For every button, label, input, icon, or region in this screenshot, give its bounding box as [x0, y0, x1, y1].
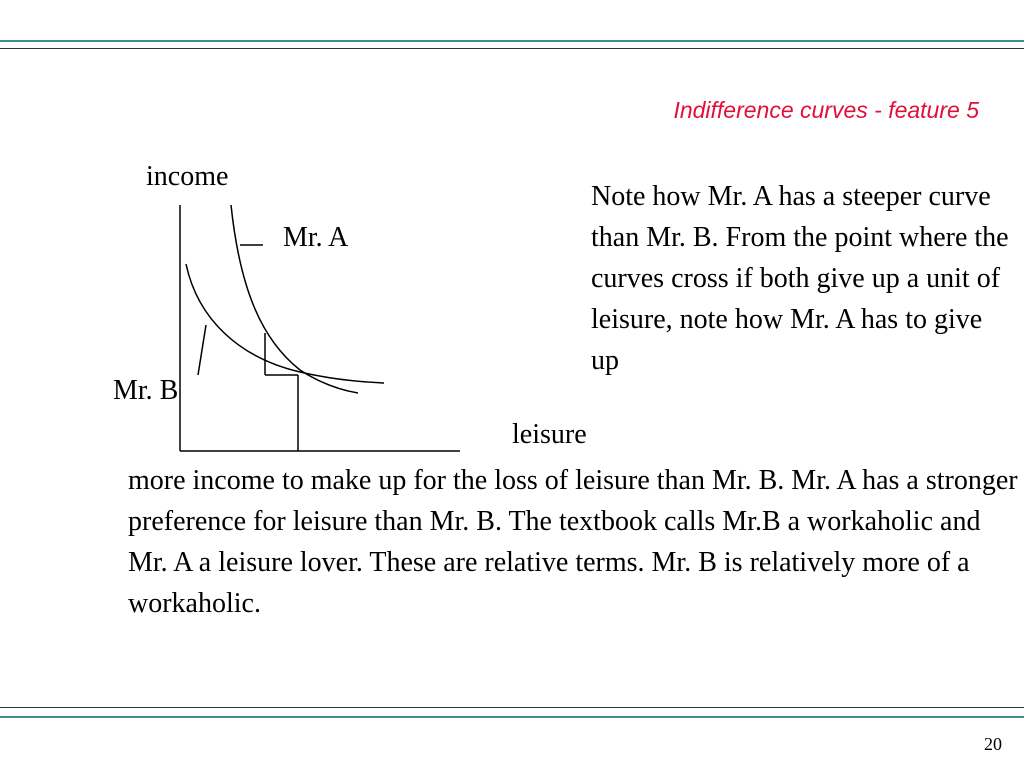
page-number: 20 — [984, 734, 1002, 754]
curve-b-label: Mr. B — [113, 375, 179, 406]
footer-rule-top — [0, 707, 1024, 708]
mr-b-label-pointer — [198, 325, 206, 375]
y-axis-label: income — [146, 161, 229, 192]
x-axis-label: leisure — [512, 419, 587, 450]
slide-title: Indifference curves - feature 5 — [673, 97, 979, 123]
curve-a-label: Mr. A — [283, 222, 349, 253]
curve-mr-b — [186, 264, 384, 383]
side-note: Note how Mr. A has a steeper curve than Mr. B. From the point where the curves cross if both give up a unit of leisure, note how Mr. A has to give up — [591, 181, 1009, 376]
footer-rule-bottom — [0, 716, 1024, 718]
body-text: more income to make up for the loss of leisure than Mr. B. Mr. A has a stronger preference for leisure than Mr. B. The textbook calls Mr.B a workaholic and Mr. A a leisure lover. These are relative terms. Mr. B is relatively more of a workaholic. — [128, 465, 1018, 619]
